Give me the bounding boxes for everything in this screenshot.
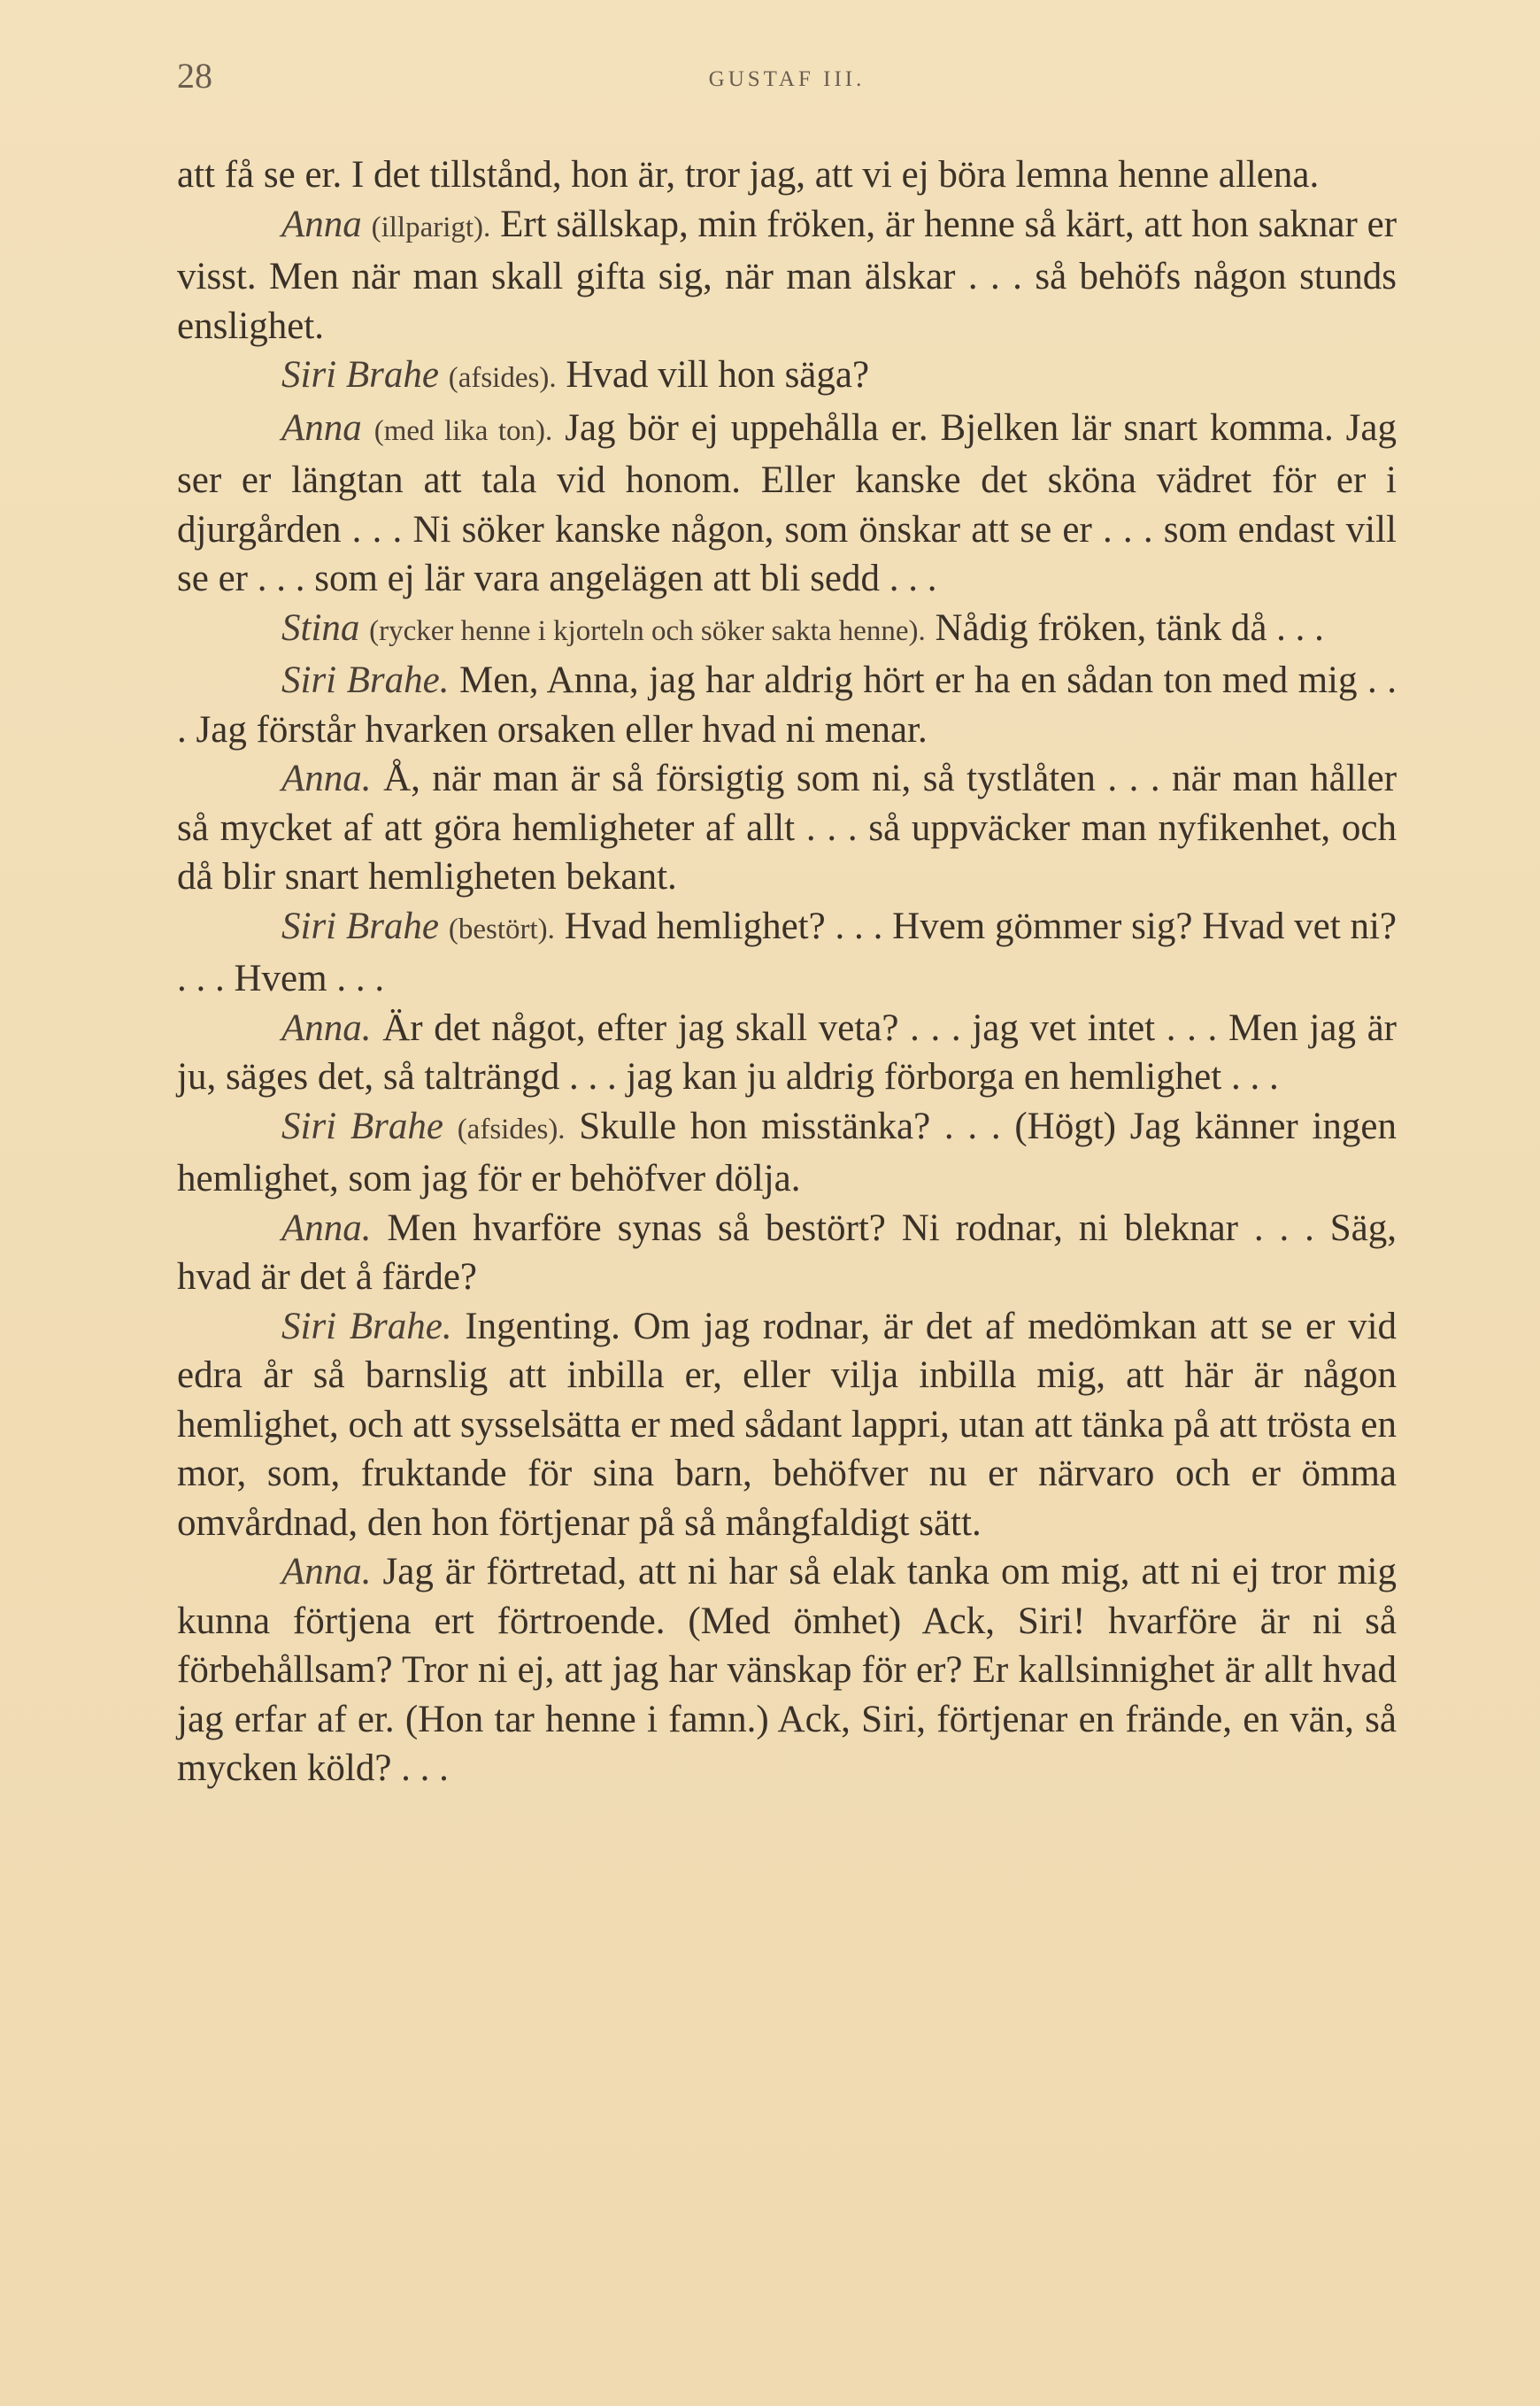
running-title: GUSTAF III. <box>708 67 866 91</box>
stage-direction: (illparigt). <box>371 211 491 243</box>
dialogue-paragraph <box>177 1204 1397 1302</box>
dialogue-line: Men hvarföre synas så bestört? Ni rodnar, ni bleknar . . . Säg, hvad är det å färde? <box>177 1207 1398 1298</box>
dialogue-line: Men, Anna, jag har aldrig hört er ha en sådan ton med mig . . . Jag förstår hvarken orsaken eller hvad ni menar. <box>177 659 1397 751</box>
dialogue-paragraph <box>177 200 1397 351</box>
speaker-name: Anna <box>281 203 362 245</box>
dialogue-line: Nådig fröken, tänk då . . . <box>935 606 1324 649</box>
speaker-name: Anna. <box>281 1006 372 1049</box>
dialogue-paragraph <box>177 604 1397 657</box>
dialogue-line: Hvad hemlighet? . . . Hvem gömmer sig? Hvad vet ni? . . . Hvem . . . <box>177 905 1398 999</box>
dialogue-paragraph <box>177 1004 1397 1102</box>
dialogue-line: Ert sällskap, min fröken, är henne så kärt, att hon saknar er visst. Men när man skall gifta sig, när man älskar . . . så behöfs någon stunds enslighet. <box>177 203 1398 347</box>
dialogue-line: Jag är förtretad, att ni har så elak tanka om mig, att ni ej tror mig kunna förtjena ert förtroende. (Med ömhet) Ack, Siri! hvarföre är ni så förbehållsam? Tror ni ej, att jag har vänskap för er? Er kallsinnighet är allt hvad jag erfar af er. (Hon tar henne i famn.) Ack, Siri, förtjenar en frände, en vän, så mycken köld? . . . <box>177 1551 1397 1789</box>
speaker-name: Anna. <box>281 1551 372 1592</box>
page-header <box>177 55 1397 117</box>
speaker-name: Siri Brahe <box>281 354 439 396</box>
dialogue-paragraph <box>177 1547 1397 1793</box>
stage-direction: (afsides). <box>448 362 557 394</box>
stage-direction: (med lika ton). <box>373 414 553 447</box>
dialogue-paragraph <box>177 656 1397 754</box>
speaker-name: Anna. <box>281 758 372 799</box>
dialogue-text <box>177 150 1397 1793</box>
page-number: 28 <box>177 56 212 96</box>
speaker-name: Anna <box>281 406 362 449</box>
speaker-name: Siri Brahe. <box>281 1305 452 1347</box>
dialogue-line: Skulle hon misstänka? . . . (Högt) Jag känner ingen hemlighet, som jag för er behöfver dölja. <box>177 1105 1398 1199</box>
dialogue-paragraph <box>177 1302 1397 1548</box>
speaker-name: Siri Brahe <box>281 1105 443 1147</box>
stage-direction: (rycker henne i kjorteln och söker sakta henne). <box>369 614 926 647</box>
text-paragraph <box>177 150 1397 200</box>
dialogue-paragraph <box>177 404 1397 604</box>
dialogue-line: Ingenting. Om jag rodnar, är det af medömkan att se er vid edra år så barnslig att inbilla er, eller vilja inbilla mig, att här är någon hemlighet, och att sysselsätta er med sådant lappri, utan att tänka på att trösta en mor, som, fruktande för sina barn, behöfver nu er närvaro och er ömma omvårdnad, den hon förtjenar på så mångfaldigt sätt. <box>177 1305 1398 1544</box>
dialogue-line: Jag bör ej uppehålla er. Bjelken lär snart komma. Jag ser er längtan att tala vid honom. Eller kanske det sköna vädret för er i djurgården . . . Ni söker kanske någon, som önskar att se er . . . som endast vill se er . . . som ej lär vara angelägen att bli sedd . . . <box>177 406 1397 599</box>
dialogue-paragraph <box>177 351 1397 404</box>
dialogue-paragraph <box>177 902 1397 1004</box>
paragraph-text: att få se er. I det tillstånd, hon är, tror jag, att vi ej böra lemna henne allena. <box>177 154 1320 196</box>
dialogue-line: Å, när man är så försigtig som ni, så tystlåten . . . när man håller så mycket af att göra hemligheter af allt . . . så uppväcker man nyfikenhet, och då blir snart hemligheten bekant. <box>177 758 1398 898</box>
speaker-name: Anna. <box>281 1207 372 1249</box>
dialogue-line: Är det något, efter jag skall veta? . . . jag vet intet . . . Men jag är ju, säges det, så talträngd . . . jag kan ju aldrig förborga en hemlighet . . . <box>177 1006 1398 1098</box>
dialogue-paragraph <box>177 1102 1397 1204</box>
speaker-name: Siri Brahe. <box>281 659 450 701</box>
stage-direction: (bestört). <box>448 913 555 945</box>
speaker-name: Siri Brahe <box>281 905 440 947</box>
speaker-name: Stina <box>281 606 360 649</box>
dialogue-line: Hvad vill hon säga? <box>566 354 870 396</box>
stage-direction: (afsides). <box>457 1113 566 1145</box>
dialogue-paragraph <box>177 754 1397 902</box>
